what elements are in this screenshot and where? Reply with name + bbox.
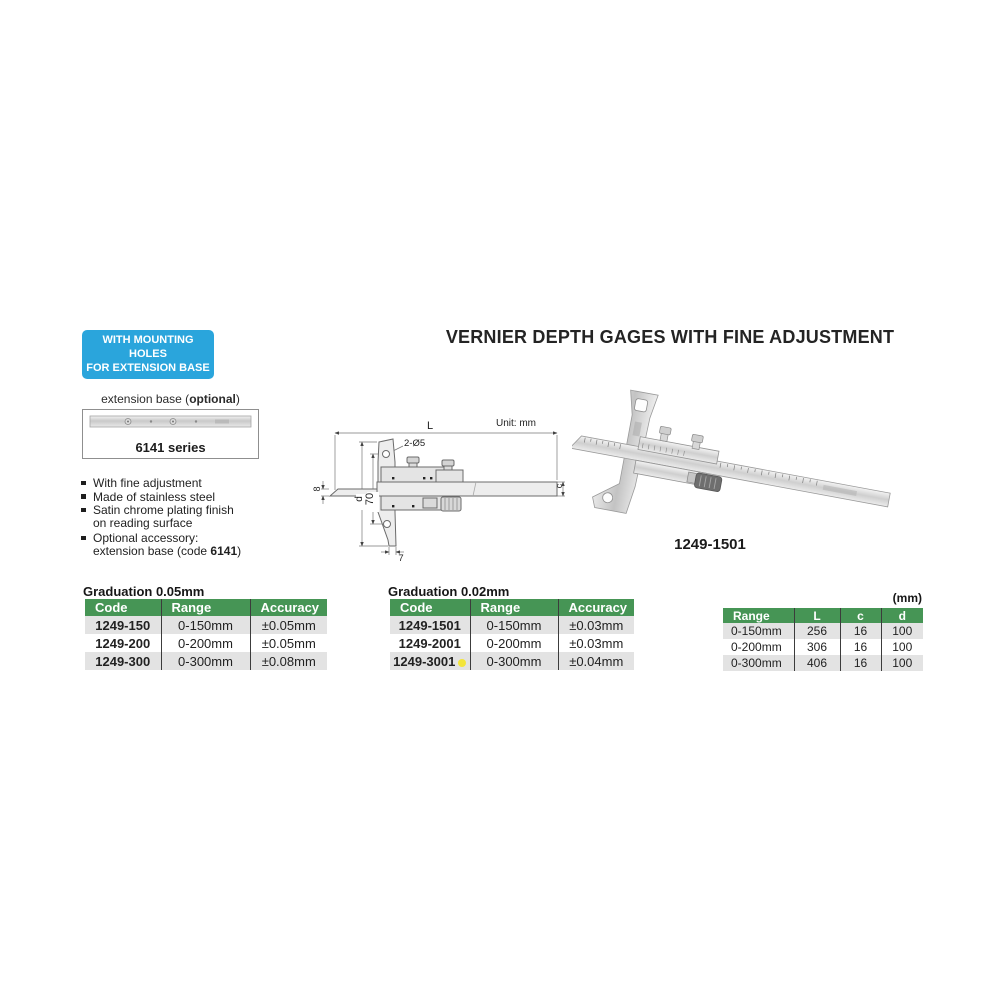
column-header: Code bbox=[390, 599, 470, 616]
table-cell: ±0.05mm bbox=[261, 617, 316, 633]
table-cell: 0-300mm bbox=[161, 652, 250, 670]
dim-7-label: 7 bbox=[398, 553, 404, 564]
feature-item bbox=[80, 504, 260, 529]
table-header-row bbox=[723, 608, 923, 623]
table-cell: 16 bbox=[840, 639, 881, 655]
dimensions-unit-label: (mm) bbox=[892, 591, 922, 605]
table-cell: 1249-150 bbox=[85, 616, 161, 634]
extension-label-close: ) bbox=[235, 392, 240, 406]
dim-L-label: L bbox=[426, 420, 434, 432]
column-header: Accuracy bbox=[558, 599, 634, 616]
table-cell: 0-150mm bbox=[470, 616, 558, 634]
table-cell: 1249-2001 bbox=[390, 634, 470, 652]
dim-70-label: 70 bbox=[364, 492, 376, 506]
feature-text: Satin chrome plating finish bbox=[93, 503, 234, 518]
extension-base-label bbox=[82, 392, 259, 406]
table-cell: 256 bbox=[794, 623, 840, 639]
table-cell: ±0.08mm bbox=[261, 653, 316, 669]
feature-text: Optional accessory: bbox=[93, 531, 199, 546]
table-cell: 100 bbox=[892, 640, 913, 654]
table-cell: 1249-300 bbox=[85, 652, 161, 670]
table-row bbox=[723, 655, 923, 671]
table-cell: 406 bbox=[794, 655, 840, 671]
table-cell: 100 bbox=[892, 656, 913, 670]
table-cell: 0-200mm bbox=[723, 639, 794, 655]
drawing-unit-label: Unit: mm bbox=[496, 418, 536, 429]
table-cell: 0-200mm bbox=[470, 634, 558, 652]
feature-text: With fine adjustment bbox=[93, 476, 202, 490]
table-row bbox=[390, 652, 634, 670]
feature-text: Made of stainless steel bbox=[93, 489, 216, 504]
table-cell: 0-150mm bbox=[723, 623, 794, 639]
feature-item bbox=[80, 477, 260, 490]
dim-d-label: d bbox=[354, 496, 365, 502]
table-cell: ±0.04mm bbox=[569, 653, 624, 669]
table-row bbox=[85, 652, 327, 670]
column-header: Range bbox=[723, 608, 794, 623]
table-cell: ±0.03mm bbox=[569, 635, 624, 651]
product-code-caption: 1249-1501 bbox=[674, 536, 746, 553]
column-header: Accuracy bbox=[250, 599, 327, 616]
dimensions-table bbox=[723, 608, 923, 671]
table-row bbox=[390, 634, 634, 652]
extension-label-text: extension base ( bbox=[101, 392, 190, 406]
spec-table-graduation-002 bbox=[390, 599, 634, 670]
page-title: VERNIER DEPTH GAGES WITH FINE ADJUSTMENT bbox=[445, 327, 895, 347]
table-cell: ±0.05mm bbox=[261, 635, 316, 651]
product-photo bbox=[572, 378, 908, 530]
table-cell: 16 bbox=[840, 623, 881, 639]
feature-list bbox=[80, 477, 260, 559]
table-row bbox=[85, 634, 327, 652]
feature-item bbox=[80, 491, 260, 504]
column-header: d bbox=[881, 608, 923, 623]
badge-line1: WITH MOUNTING HOLES bbox=[102, 334, 194, 360]
dim-8-label: 8 bbox=[312, 486, 322, 492]
extension-base-photo bbox=[83, 410, 258, 432]
technical-drawing bbox=[308, 412, 568, 564]
extension-series-label: 6141 series bbox=[135, 440, 206, 455]
table-cell: 0-200mm bbox=[161, 634, 250, 652]
table-cell: 0-300mm bbox=[470, 652, 558, 670]
table-row bbox=[85, 616, 327, 634]
column-header: c bbox=[840, 608, 881, 623]
table-cell: 1249-1501 bbox=[390, 616, 470, 634]
dim-holes-label: 2-Ø5 bbox=[404, 438, 426, 449]
table-cell: 1249-3001 bbox=[390, 652, 470, 670]
table-cell: 306 bbox=[794, 639, 840, 655]
extension-label-optional: optional bbox=[189, 392, 236, 406]
extension-base-box bbox=[82, 409, 259, 459]
highlight-dot bbox=[458, 659, 466, 667]
table-cell: 100 bbox=[892, 624, 913, 638]
mounting-holes-badge bbox=[82, 330, 214, 379]
feature-text: extension base (code bbox=[93, 543, 211, 558]
column-header: Range bbox=[161, 599, 250, 616]
badge-line2: FOR EXTENSION BASE bbox=[86, 362, 210, 374]
table-cell: ±0.03mm bbox=[569, 617, 624, 633]
spec-table-graduation-005 bbox=[85, 599, 327, 670]
table-row bbox=[723, 623, 923, 639]
feature-text: 6141 bbox=[210, 543, 238, 558]
feature-item bbox=[80, 532, 260, 557]
column-header: Code bbox=[85, 599, 161, 616]
table-row bbox=[390, 616, 634, 634]
table-cell: 1249-200 bbox=[85, 634, 161, 652]
column-header: L bbox=[794, 608, 840, 623]
column-header: Range bbox=[470, 599, 558, 616]
table-cell: 16 bbox=[840, 655, 881, 671]
table-cell: 0-300mm bbox=[723, 655, 794, 671]
table2-title: Graduation 0.02mm bbox=[388, 584, 510, 599]
table-header-row bbox=[85, 599, 327, 616]
table-header-row bbox=[390, 599, 634, 616]
table-cell: 0-150mm bbox=[161, 616, 250, 634]
feature-text: ) bbox=[237, 543, 242, 558]
dim-c-label: c bbox=[554, 483, 564, 489]
feature-text: on reading surface bbox=[93, 515, 193, 530]
table-row bbox=[723, 639, 923, 655]
table1-title: Graduation 0.05mm bbox=[83, 584, 205, 599]
